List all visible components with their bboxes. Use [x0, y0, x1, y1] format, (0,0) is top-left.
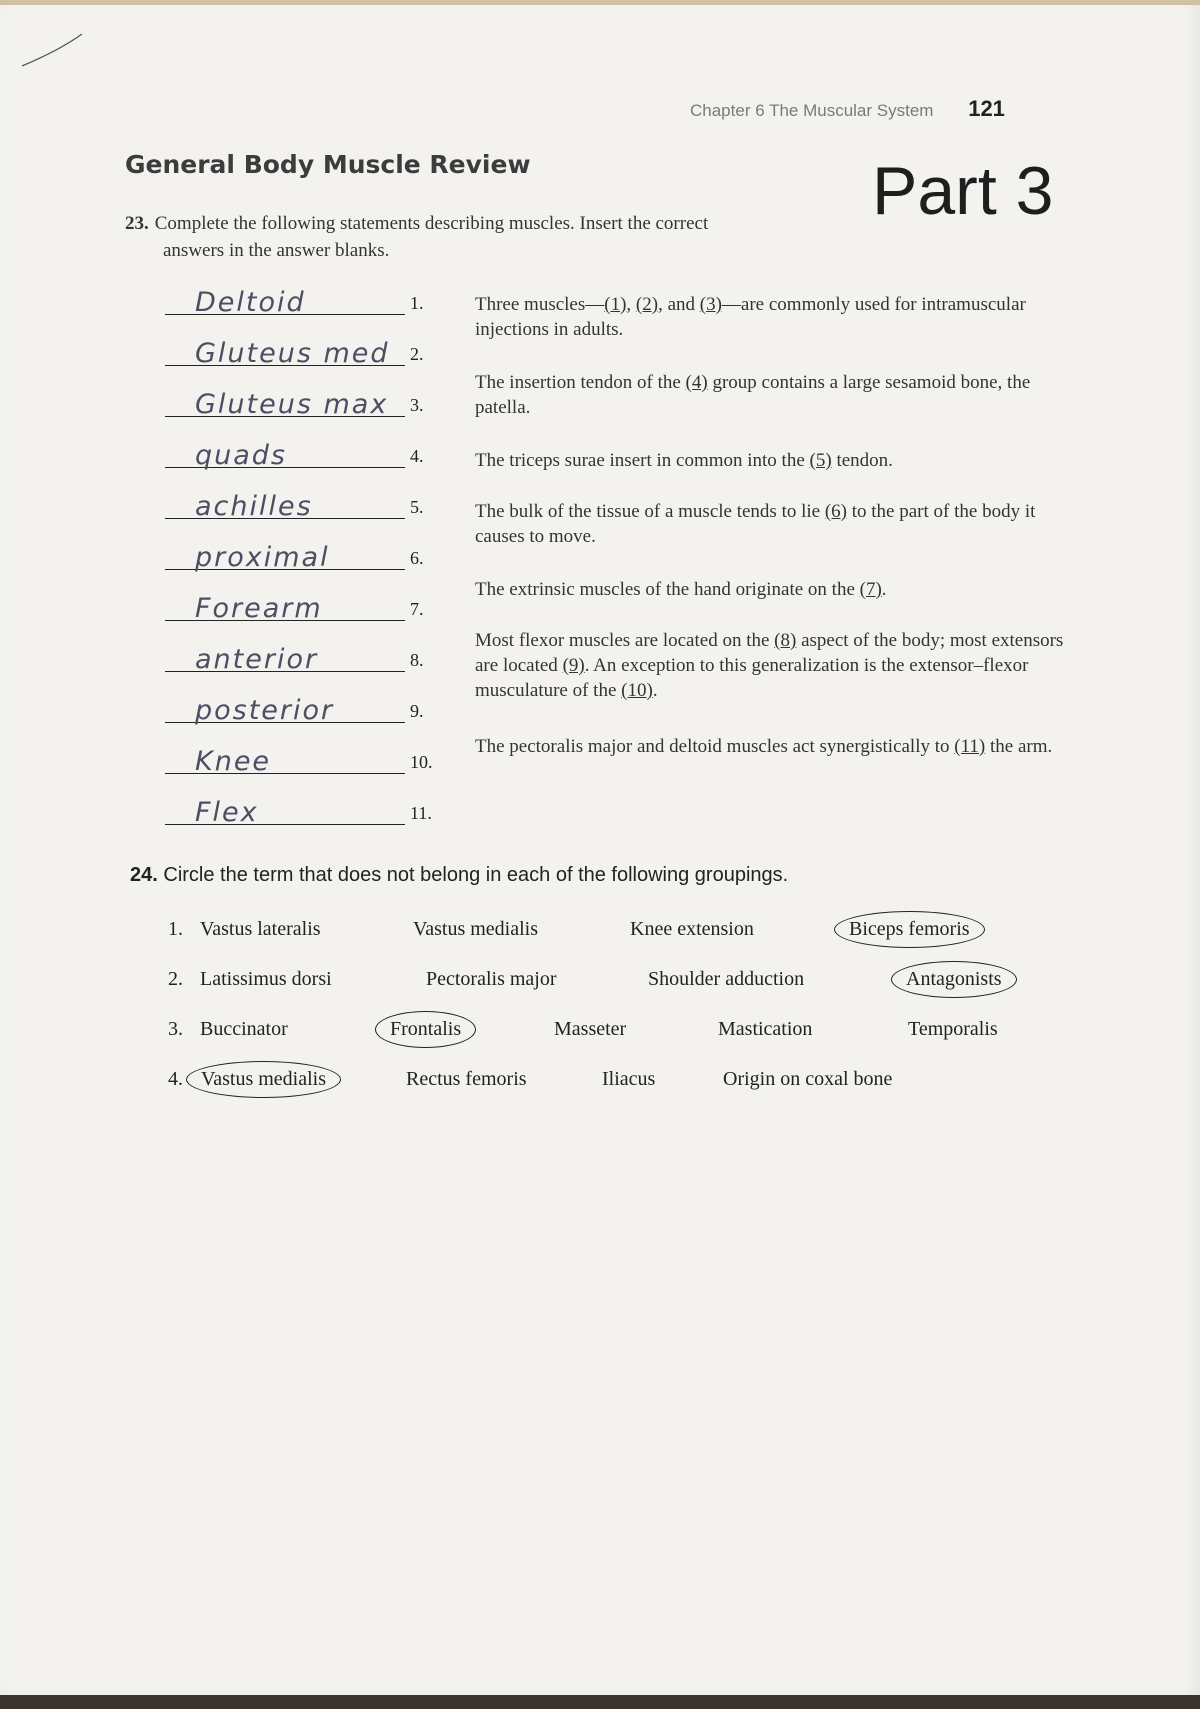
statement-3: The triceps surae insert in common into the (5) tendon.: [475, 450, 893, 471]
term[interactable]: Temporalis: [908, 1018, 998, 1040]
answer-blank[interactable]: [165, 790, 405, 828]
grouping-row-3: 3. Buccinator Frontalis Masseter Mastication Temporalis: [168, 1018, 1068, 1048]
statement-4: The bulk of the tissue of a muscle tends to lie (6) to the part of the body it causes to move.: [475, 501, 1036, 547]
circled-term[interactable]: Antagonists: [891, 961, 1017, 998]
grouping-row-4: 4. Vastus medialis Rectus femoris Iliacus Origin on coxal bone: [168, 1068, 1068, 1098]
page-header: [690, 96, 1005, 122]
section-title: General Body Muscle Review: [125, 150, 531, 179]
part-label: Part 3: [872, 153, 1054, 229]
chapter-title: Chapter 6 The Muscular System: [690, 101, 934, 120]
term[interactable]: Masseter: [554, 1018, 627, 1040]
statement-2: The insertion tendon of the (4) group contains a large sesamoid bone, the patella.: [475, 372, 1031, 418]
circled-term[interactable]: Vastus medialis: [186, 1061, 341, 1098]
answer-number: 7.: [410, 599, 424, 619]
term[interactable]: Buccinator: [200, 1018, 288, 1040]
statement-1: Three muscles—(1), (2), and (3)—are commonly used for intramuscular injections in adults.: [475, 294, 1026, 340]
term[interactable]: Mastication: [718, 1018, 813, 1040]
instruction-line-2: answers in the answer blanks.: [163, 240, 390, 261]
answer-blank[interactable]: [165, 484, 405, 522]
handwritten-answer: achilles: [195, 491, 313, 522]
term[interactable]: Iliacus: [602, 1068, 656, 1090]
handwritten-answer: Flex: [195, 797, 259, 828]
term[interactable]: Pectoralis major: [426, 968, 557, 990]
answer-number: 6.: [410, 548, 424, 568]
question-number: 23.: [125, 213, 149, 234]
statement-5: The extrinsic muscles of the hand originate on the (7).: [475, 579, 887, 600]
grouping-row-2: 2. Latissimus dorsi Pectoralis major Shoulder adduction Antagonists: [168, 968, 1068, 998]
answer-number: 9.: [410, 701, 424, 721]
statement-7: The pectoralis major and deltoid muscles act synergistically to (11) the arm.: [475, 736, 1053, 757]
pencil-tick-mark: [20, 28, 90, 73]
term[interactable]: Vastus medialis: [413, 918, 538, 940]
term[interactable]: Shoulder adduction: [648, 968, 805, 990]
handwritten-answer: Knee: [195, 746, 272, 777]
answer-blank[interactable]: [165, 688, 405, 726]
question-number: 24.: [130, 864, 158, 886]
page-bottom-edge: [0, 1695, 1200, 1709]
page-number: 121: [968, 96, 1005, 121]
answer-number: 8.: [410, 650, 424, 670]
answer-blank[interactable]: [165, 535, 405, 573]
answer-number: 10.: [410, 752, 433, 772]
answer-blank[interactable]: [165, 586, 405, 624]
handwritten-answer: posterior: [195, 695, 335, 726]
handwritten-answer: quads: [195, 440, 288, 471]
answer-blank[interactable]: [165, 382, 405, 420]
grouping-row-1: 1. Vastus lateralis Vastus medialis Knee extension Biceps femoris: [168, 918, 1068, 948]
answer-number: 1.: [410, 293, 424, 313]
answer-number: 3.: [410, 395, 424, 415]
instruction-line-1: Complete the following statements describing muscles. Insert the correct: [154, 213, 709, 234]
term[interactable]: Vastus lateralis: [200, 918, 321, 940]
term[interactable]: Rectus femoris: [406, 1068, 527, 1090]
question-23-instructions: [125, 210, 845, 264]
answer-blank[interactable]: [165, 739, 405, 777]
handwritten-answer: Gluteus med: [195, 338, 390, 369]
circled-term[interactable]: Frontalis: [375, 1011, 476, 1048]
term[interactable]: Latissimus dorsi: [200, 968, 332, 990]
statement-6: Most flexor muscles are located on the (8) aspect of the body; most extensors are located (9). An exception to this generalization is the extensor–flexor musculature of the (10).: [475, 630, 1064, 701]
handwritten-answer: Deltoid: [195, 287, 306, 318]
handwritten-answer: Forearm: [195, 593, 323, 624]
handwritten-answer: proximal: [195, 542, 330, 573]
answer-number: 2.: [410, 344, 424, 364]
term[interactable]: Knee extension: [630, 918, 754, 940]
handwritten-answer: anterior: [195, 644, 319, 675]
answer-number: 11.: [410, 803, 432, 823]
handwritten-answer: Gluteus max: [195, 389, 389, 420]
page-top-edge: [0, 0, 1200, 5]
circled-term[interactable]: Biceps femoris: [834, 911, 985, 948]
answer-number: 4.: [410, 446, 424, 466]
answer-blank[interactable]: [165, 637, 405, 675]
answer-blank[interactable]: [165, 331, 405, 369]
question-24-instructions: [130, 864, 788, 887]
term[interactable]: Origin on coxal bone: [723, 1068, 893, 1090]
answer-blank[interactable]: [165, 433, 405, 471]
instruction-text: Circle the term that does not belong in each of the following groupings.: [163, 864, 789, 886]
answer-blank[interactable]: [165, 280, 405, 318]
answer-number: 5.: [410, 497, 424, 517]
